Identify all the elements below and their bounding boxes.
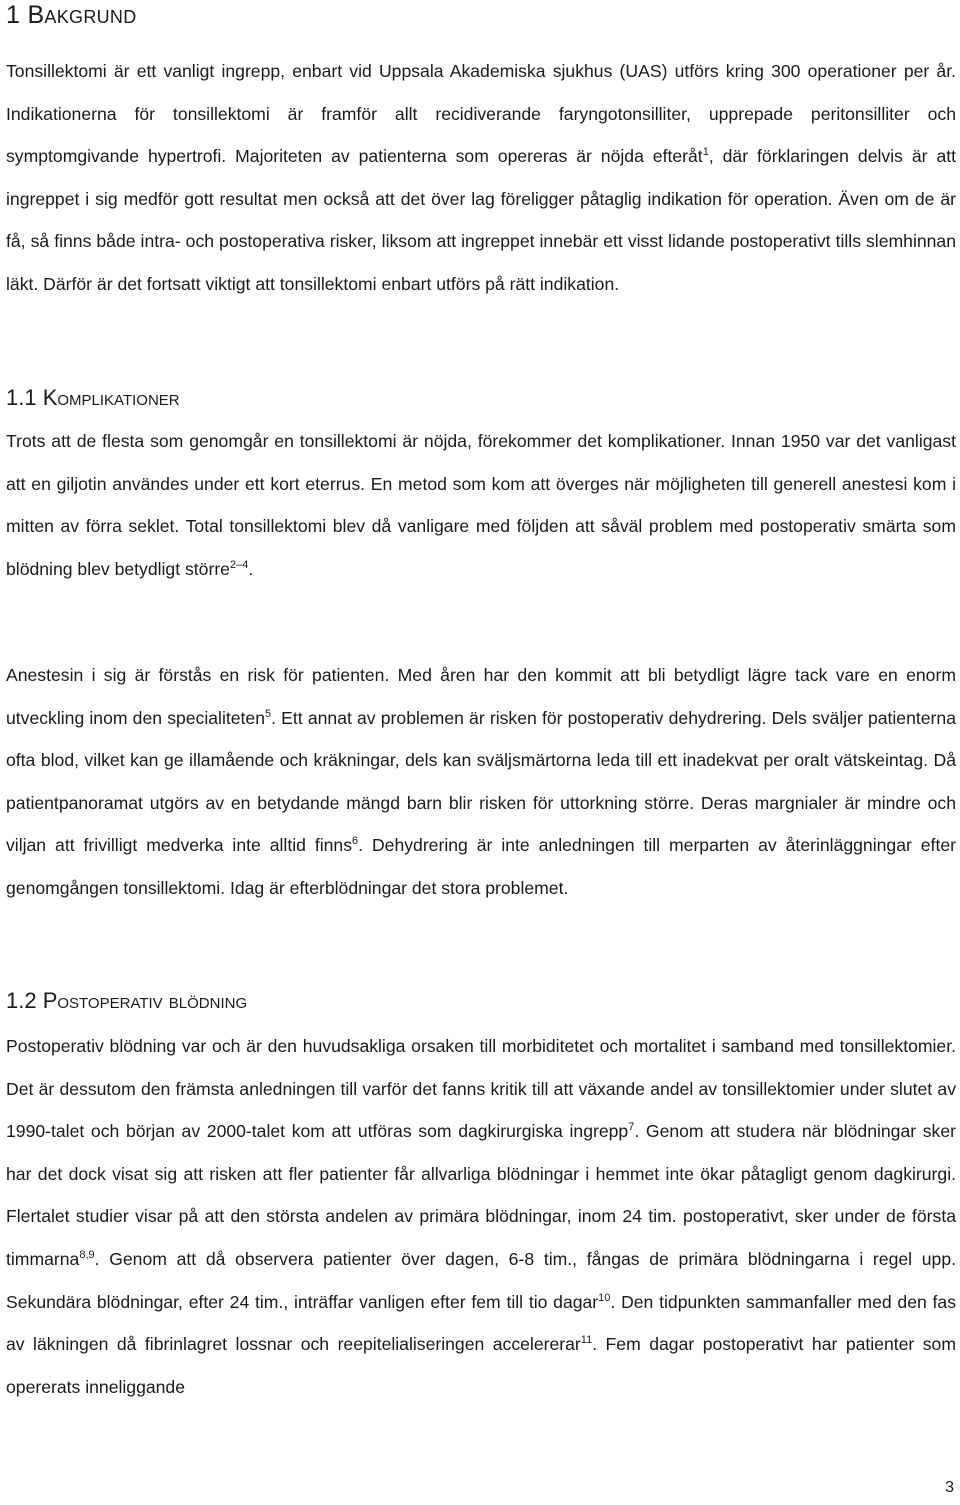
section-heading-1: 1 Bakgrund	[6, 1, 137, 29]
section-heading-1-1: 1.1 Komplikationer	[6, 385, 180, 410]
reference-superscript: 6	[352, 835, 359, 848]
reference-superscript: 8,9	[79, 1248, 95, 1261]
paragraph-komplikationer-1: Trots att de flesta som genomgår en tonsillektomi är nöjda, förekommer det komplikationer. Innan 1950 var det vanligast att en giljotin användes under ett kort eterrus. En metod som kom att överges när möjligheten till generell anestesi kom i mitten av förra seklet. Total tonsillektomi blev då vanligare med följden att såväl problem med postoperativ smärta som blödning blev betydligt större$^{2-4}$.	[6, 431, 956, 579]
reference-superscript: 5	[265, 707, 272, 720]
paragraph-postoperativ-blodning: Postoperativ blödning var och är den huvudsakliga orsaken till morbiditetet och mortalitet i samband med tonsillektomier. Det är dessutom den främsta anledningen till varför det fanns kritik till att växande andel av tonsillektomier under slutet av 1990-talet och början av 2000-talet kom att utföras som dagkirurgiska ingrepp$^7$. Genom att studera när blödningar sker har det dock visat sig att risken att fler patienter får allvarliga blödningar i hemmet inte ökar påtagligt genom dagkirurgi. Flertalet studier visar på att den största andelen av primära blödningar, inom 24 tim. postoperativt, sker under de första timmarna$^{8,9}$. Genom att då observera patienter över dagen, 6-8 tim., fångas de primära blödningarna i regel upp. Sekundära blödningar, efter 24 tim., inträffar vanligen efter fem till tio dagar$^{10}$. Den tidpunkten sammanfaller med den fas av läkningen då fibrinlagret lossnar och reepitelialiseringen accelererar$^{11}$. Fem dagar postoperativt har patienter som opererats inneliggande	[6, 1036, 957, 1397]
section-heading-1-2: 1.2 Postoperativ blödning	[6, 988, 248, 1013]
reference-superscript: 1	[702, 146, 709, 159]
paragraph-komplikationer-2: Anestesin i sig är förstås en risk för patienten. Med åren har den kommit att bli betydligt lägre tack vare en enorm utveckling inom den specialiteten$^5$. Ett annat av problemen är risken för postoperativ dehydrering. Dels sväljer patienterna ofta blod, vilket kan ge illamående och kräkningar, dels kan sväljsmärtorna leda till ett inadekvat per oralt vätskeintag. Då patientpanoramat utgörs av en betydande mängd barn blir risken för uttorkning större. Deras margnialer är mindre och viljan att frivilligt medverka inte alltid finns$^6$. Dehydrering är inte anledningen till merparten av återinläggningar efter genomgången tonsillektomi. Idag är efterblödningar det stora problemet.	[6, 665, 956, 898]
reference-superscript: 7	[628, 1121, 635, 1134]
paragraph-bakgrund: Tonsillektomi är ett vanligt ingrepp, enbart vid Uppsala Akademiska sjukhus (UAS) utförs kring 300 operationer per år. Indikationerna för tonsillektomi är framför allt recidiverande faryngotonsilliter, upprepade peritonsilliter och symptomgivande hypertrofi. Majoriteten av patienterna som opereras är nöjda efteråt$^1$, där förklaringen delvis är att ingreppet i sig medför gott resultat men också att det över lag föreligger påtaglig indikation för operation. Även om de är få, så finns både intra- och postoperativa risker, liksom att ingreppet innebär ett visst lidande postoperativt tills slemhinnan läkt. Därför är det fortsatt viktigt att tonsillektomi enbart utförs på rätt indikation.	[6, 61, 957, 294]
reference-superscript: 10	[598, 1291, 611, 1304]
reference-superscript: 11	[580, 1334, 593, 1347]
page-number: 3	[945, 1479, 954, 1496]
reference-superscript: 2–4	[229, 558, 249, 571]
